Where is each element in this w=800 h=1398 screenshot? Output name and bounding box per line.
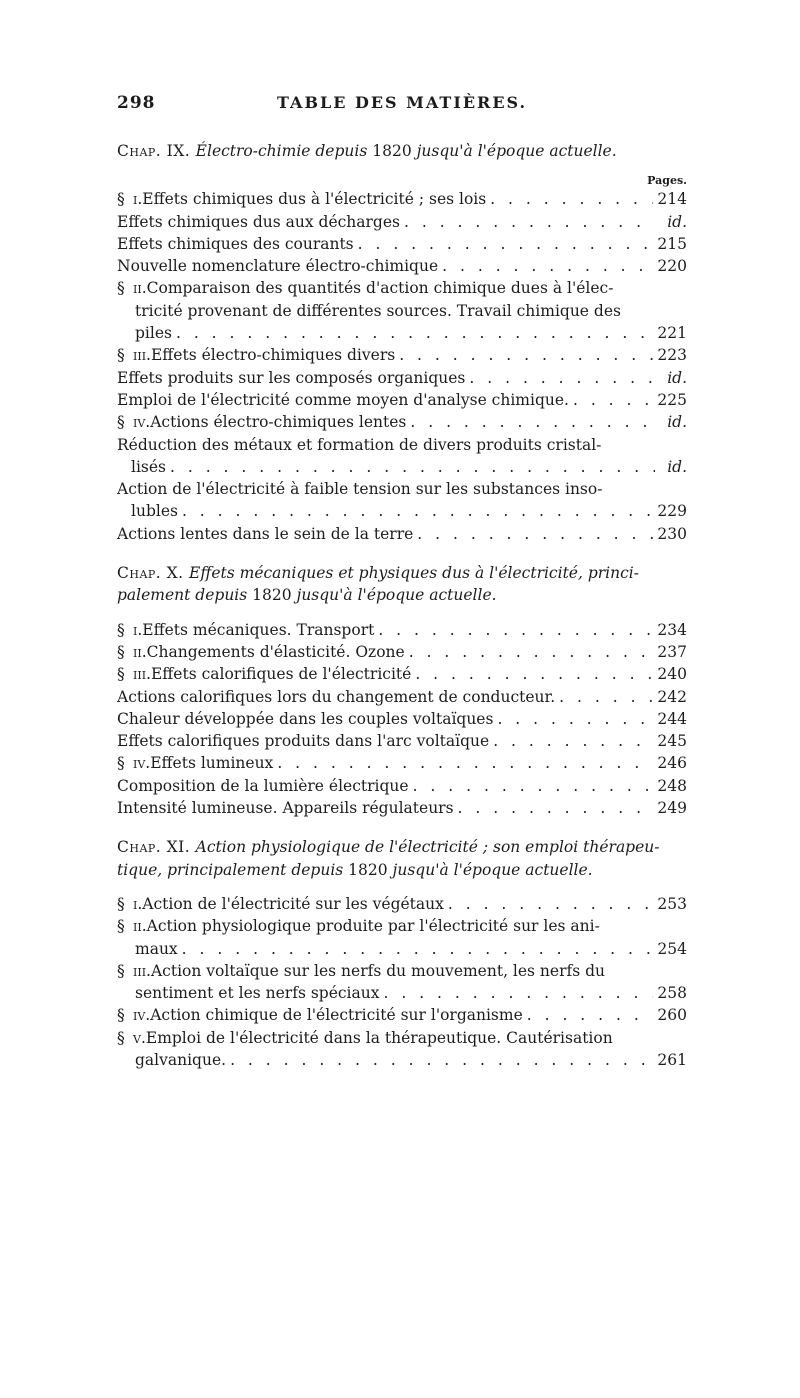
page-ref: 240 [657, 665, 687, 684]
entry-text: Effets produits sur les composés organiques [117, 368, 466, 387]
toc-entry [117, 775, 687, 797]
chapter-block [117, 562, 687, 819]
toc-line [117, 523, 687, 545]
leader-dots [182, 938, 654, 960]
page-ref: 223 [657, 346, 687, 365]
section-number: i. [133, 894, 143, 913]
toc-entry [117, 663, 687, 685]
toc-line [117, 255, 687, 277]
toc-entry [117, 641, 687, 663]
entry-text: Effets chimiques dus à l'électricité ; ses lois [142, 190, 487, 209]
toc-line [117, 619, 687, 641]
toc-entry [117, 730, 687, 752]
page-ref: 246 [657, 754, 687, 773]
page-ref: 248 [657, 776, 687, 795]
leader-dots [170, 456, 655, 478]
page-ref: 249 [657, 799, 687, 818]
entry-text: Action chimique de l'électricité sur l'organisme [150, 1006, 523, 1025]
toc-line [117, 893, 687, 915]
entry-text: Action voltaïque sur les nerfs du mouvement, les nerfs du [150, 961, 606, 980]
chapter-block [117, 836, 687, 1071]
toc-line [117, 982, 687, 1004]
toc-entry [117, 411, 687, 433]
section-mark: § [117, 1006, 125, 1025]
entry-text: Actions lentes dans le sein de la terre [117, 524, 414, 543]
toc-line [117, 188, 687, 210]
spacer [117, 607, 687, 619]
leader-dots [458, 797, 654, 819]
page-header [0, 93, 800, 117]
leader-dots [176, 322, 653, 344]
page-ref: id. [667, 413, 687, 432]
leader-dots [559, 686, 653, 708]
page-ref: 253 [657, 894, 687, 913]
toc-entry [117, 1004, 687, 1026]
toc-line [117, 960, 687, 982]
page-number: 298 [117, 93, 156, 113]
toc-line [117, 367, 687, 389]
section-mark: § [117, 754, 125, 773]
section-number: iii. [133, 346, 151, 365]
page-ref: 234 [657, 620, 687, 639]
entry-text: Effets chimiques dus aux décharges [117, 212, 400, 231]
section-mark: § [117, 917, 125, 936]
chapter-title: Électro-chimie depuis 1820 jusqu'à l'époque actuelle. [195, 142, 617, 160]
section-number: iv. [133, 754, 151, 773]
toc-entry [117, 211, 687, 233]
chapter-year: 1820 [348, 860, 388, 879]
chapter-label: Chap. IX. [117, 142, 196, 160]
entry-text: Effets chimiques des courants [117, 234, 354, 253]
section-mark: § [117, 894, 125, 913]
section-number: i. [133, 620, 143, 639]
chapter-title: Action physiologique de l'électricité ; son emploi thérapeu- tique, principalement depuis 1820 jusqu'à l'époque actuelle. [117, 838, 660, 879]
page-ref: 230 [657, 524, 687, 543]
entry-text: Emploi de l'électricité comme moyen d'analyse chimique. [117, 390, 569, 409]
entry-text: sentiment et les nerfs spéciaux [135, 984, 380, 1003]
leader-dots [358, 233, 654, 255]
section-number: ii. [133, 917, 147, 936]
toc-line [117, 411, 687, 433]
section-number: ii. [133, 279, 147, 298]
leader-dots [573, 389, 653, 411]
page-ref: 215 [657, 234, 687, 253]
toc-entry [117, 523, 687, 545]
section-mark: § [117, 961, 125, 980]
toc-line [117, 1004, 687, 1026]
toc-line [117, 1027, 687, 1049]
page-ref: 244 [657, 709, 687, 728]
leader-dots [417, 523, 653, 545]
toc-line [117, 797, 687, 819]
toc-line [117, 500, 687, 522]
entry-text: Nouvelle nomenclature électro-chimique [117, 257, 439, 276]
leader-dots [497, 708, 653, 730]
chapter-label: Chap. X. [117, 564, 190, 583]
toc-line [117, 1049, 687, 1071]
toc-line [117, 300, 687, 322]
section-number: iii. [133, 961, 151, 980]
leader-dots [182, 500, 653, 522]
toc-line [117, 775, 687, 797]
entry-text: Réduction des métaux et formation de divers produits cristal- [117, 435, 602, 454]
entry-text: galvanique. [135, 1050, 227, 1069]
toc-entry [117, 188, 687, 210]
page-ref: 261 [657, 1050, 687, 1069]
chapter-title: Effets mécaniques et physiques dus à l'électricité, princi- palement depuis 1820 jusqu'à l'époque actuelle. [117, 564, 639, 605]
entry-text: Comparaison des quantités d'action chimique dues à l'élec- [146, 279, 614, 298]
entry-text: Effets électro-chimiques divers [150, 346, 396, 365]
page-ref: 242 [657, 687, 687, 706]
chapter-block [117, 140, 687, 545]
entry-text: maux [135, 939, 178, 958]
toc-entry [117, 233, 687, 255]
entry-text: Effets lumineux [150, 754, 274, 773]
toc-line [117, 277, 687, 299]
entry-text: Changements d'élasticité. Ozone [146, 642, 405, 661]
entry-text: Actions calorifiques lors du changement de conducteur. [117, 687, 556, 706]
leader-dots [415, 663, 653, 685]
toc-entry [117, 915, 687, 960]
chapter-label: Chap. XI. [117, 838, 196, 857]
toc-line [117, 344, 687, 366]
toc-entry [117, 389, 687, 411]
section-number: ii. [133, 642, 147, 661]
section-mark: § [117, 413, 125, 432]
leader-dots [378, 619, 653, 641]
page-ref: 225 [657, 390, 687, 409]
toc-entry [117, 277, 687, 344]
toc-entry [117, 478, 687, 523]
section-number: iv. [133, 413, 151, 432]
entry-text: Action de l'électricité sur les végétaux [142, 894, 444, 913]
section-mark: § [117, 1028, 125, 1047]
page-ref: 221 [657, 324, 687, 343]
section-mark: § [117, 279, 125, 298]
page-ref: id. [667, 368, 687, 387]
entry-text: Action de l'électricité à faible tension sur les substances inso- [117, 480, 603, 499]
section-mark: § [117, 642, 125, 661]
leader-dots [277, 752, 653, 774]
leader-dots [469, 367, 655, 389]
toc-line [117, 478, 687, 500]
toc-line [117, 752, 687, 774]
leader-dots [399, 344, 653, 366]
page-ref: 245 [657, 732, 687, 751]
toc-entry [117, 708, 687, 730]
page-ref: 214 [657, 190, 687, 209]
section-mark: § [117, 620, 125, 639]
toc-entry [117, 893, 687, 915]
toc-entry [117, 434, 687, 479]
page-ref: 260 [657, 1006, 687, 1025]
section-mark: § [117, 665, 125, 684]
page-ref: 220 [657, 257, 687, 276]
entry-text: Action physiologique produite par l'électricité sur les ani- [146, 917, 600, 936]
toc-line [117, 456, 687, 478]
toc-entry [117, 619, 687, 641]
leader-dots [527, 1004, 654, 1026]
page-ref: 229 [657, 502, 687, 521]
entry-text: Chaleur développée dans les couples voltaïques [117, 709, 494, 728]
entry-text: Effets mécaniques. Transport [142, 620, 375, 639]
leader-dots [230, 1049, 653, 1071]
section-mark: § [117, 190, 125, 209]
spacer [117, 881, 687, 893]
toc-entry [117, 367, 687, 389]
leader-dots [404, 211, 655, 233]
entry-text: Intensité lumineuse. Appareils régulateurs [117, 799, 454, 818]
toc-line [117, 938, 687, 960]
toc-entry [117, 686, 687, 708]
toc-line [117, 730, 687, 752]
toc-line [117, 663, 687, 685]
page-ref: 258 [657, 984, 687, 1003]
page-ref: 254 [657, 939, 687, 958]
chapter-heading [117, 836, 687, 881]
entry-text: lubles [131, 502, 178, 521]
toc-entry [117, 344, 687, 366]
entry-text: Effets calorifiques de l'électricité [150, 665, 412, 684]
toc-line [117, 915, 687, 937]
section-number: iv. [133, 1006, 151, 1025]
entry-text: tricité provenant de différentes sources. Travail chimique des [135, 301, 621, 320]
chapter-heading [117, 140, 687, 162]
section-number: v. [133, 1028, 146, 1047]
entry-text: Emploi de l'électricité dans la thérapeutique. Cautérisation [145, 1028, 613, 1047]
leader-dots [448, 893, 654, 915]
page-ref: 237 [657, 642, 687, 661]
chapter-year: 1820 [252, 586, 292, 605]
section-number: i. [133, 190, 143, 209]
leader-dots [409, 641, 654, 663]
toc-entry [117, 255, 687, 277]
table-of-contents [117, 140, 687, 1088]
toc-line [117, 389, 687, 411]
entry-text: piles [135, 324, 172, 343]
toc-line [117, 686, 687, 708]
page-ref: id. [667, 212, 687, 231]
entry-text: Composition de la lumière électrique [117, 776, 409, 795]
toc-entry [117, 960, 687, 1005]
leader-dots [413, 775, 654, 797]
toc-line [117, 708, 687, 730]
toc-entry [117, 797, 687, 819]
toc-line [117, 322, 687, 344]
leader-dots [490, 188, 653, 210]
entry-text: Actions électro-chimiques lentes [150, 413, 407, 432]
toc-line [117, 233, 687, 255]
toc-line [117, 641, 687, 663]
section-number: iii. [133, 665, 151, 684]
running-title: TABLE DES MATIÈRES. [277, 93, 528, 112]
toc-entry [117, 1027, 687, 1072]
section-mark: § [117, 346, 125, 365]
chapter-year: 1820 [372, 142, 412, 160]
toc-entry [117, 752, 687, 774]
toc-line [117, 434, 687, 456]
leader-dots [383, 982, 653, 1004]
page-ref: id. [667, 457, 687, 476]
entry-text: lisés [131, 457, 166, 476]
pages-column-label: Pages. [647, 174, 687, 188]
entry-text: Effets calorifiques produits dans l'arc voltaïque [117, 732, 490, 751]
toc-line [117, 211, 687, 233]
leader-dots [493, 730, 653, 752]
chapter-heading [117, 562, 687, 607]
leader-dots [442, 255, 653, 277]
leader-dots [410, 411, 655, 433]
